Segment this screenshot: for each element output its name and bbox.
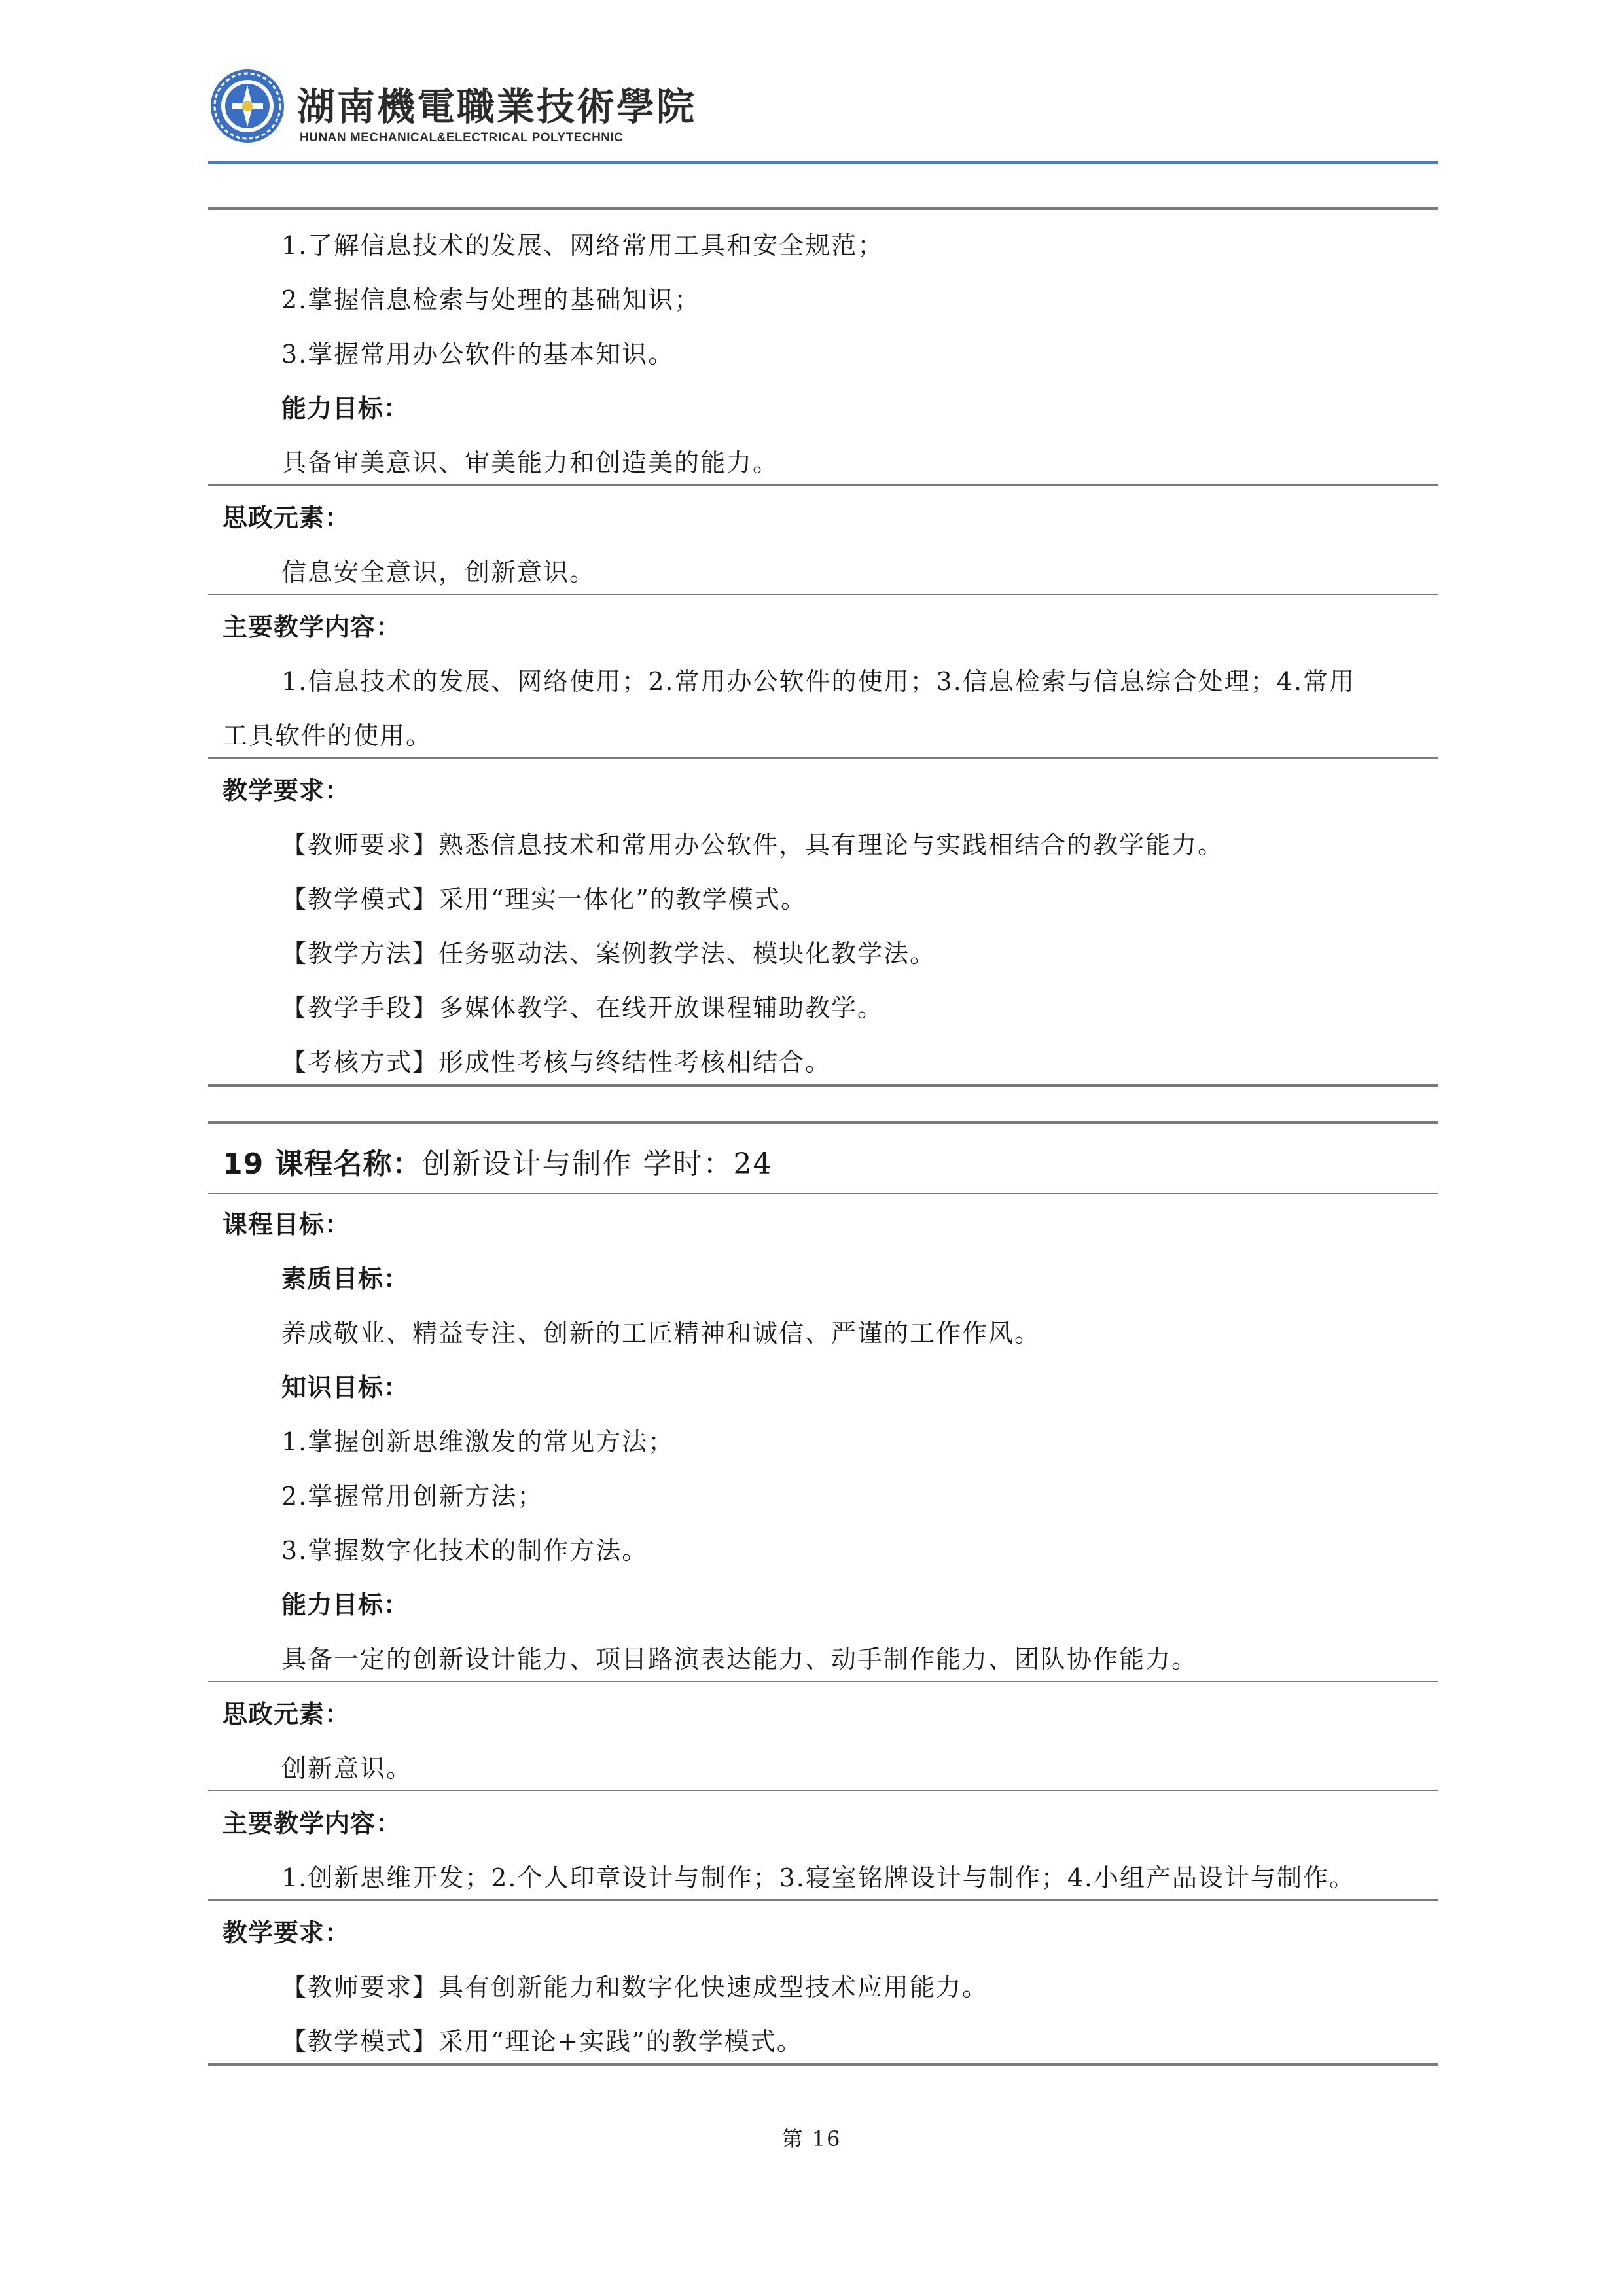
ability-text: 具备审美意识、审美能力和创造美的能力。 bbox=[281, 448, 779, 477]
course-title-prefix: 19 课程名称： bbox=[223, 1147, 422, 1181]
course-title bbox=[223, 1148, 773, 1181]
course-title-value: 创新设计与制作 学时：24 bbox=[421, 1147, 773, 1181]
page-number: 第 16 bbox=[781, 2126, 842, 2151]
knowledge-item: 3.掌握数字化技术的制作方法。 bbox=[281, 1536, 649, 1565]
ideology-text: 信息安全意识，创新意识。 bbox=[281, 558, 596, 586]
quality-text: 养成敬业、精益专注、创新的工匠精神和诚信、严谨的工作作风。 bbox=[281, 1319, 1041, 1348]
knowledge-item: 3.掌握常用办公软件的基本知识。 bbox=[281, 340, 675, 368]
knowledge-item: 1.掌握创新思维激发的常见方法； bbox=[281, 1427, 675, 1456]
school-name-cn: 湖南機電職業技術學院 bbox=[297, 84, 697, 129]
requirement-item: 【教学模式】采用“理实一体化”的教学模式。 bbox=[281, 885, 807, 914]
content-text: 1.信息技术的发展、网络使用；2.常用办公软件的使用；3.信息检索与信息综合处理；4.常用 bbox=[281, 667, 1356, 696]
ability-text: 具备一定的创新设计能力、项目路演表达能力、动手制作能力、团队协作能力。 bbox=[281, 1645, 1198, 1674]
table-bottom-border bbox=[208, 2063, 1438, 2066]
content-label: 主要教学内容： bbox=[223, 1809, 402, 1838]
content-text: 1.创新思维开发；2.个人印章设计与制作；3.寝室铭牌设计与制作；4.小组产品设计与制作。 bbox=[281, 1863, 1356, 1892]
ideology-label: 思政元素： bbox=[223, 1700, 351, 1729]
requirement-item: 【教师要求】具有创新能力和数字化快速成型技术应用能力。 bbox=[281, 1973, 989, 2001]
header-rule bbox=[208, 161, 1438, 164]
row-divider bbox=[208, 1681, 1438, 1682]
requirements-label: 教学要求： bbox=[223, 1918, 351, 1947]
requirement-item: 【教学方法】任务驱动法、案例教学法、模块化教学法。 bbox=[281, 939, 936, 968]
requirement-item: 【教学手段】多媒体教学、在线开放课程辅助教学。 bbox=[281, 994, 884, 1022]
requirement-item: 【考核方式】形成性考核与终结性考核相结合。 bbox=[281, 1048, 832, 1077]
ideology-label: 思政元素： bbox=[223, 503, 351, 532]
objectives-label: 课程目标： bbox=[223, 1210, 351, 1239]
content-label: 主要教学内容： bbox=[223, 613, 402, 641]
quality-label: 素质目标： bbox=[281, 1265, 410, 1293]
school-name-en: HUNAN MECHANICAL&ELECTRICAL POLYTECHNIC bbox=[300, 131, 624, 145]
ideology-text: 创新意识。 bbox=[281, 1754, 413, 1783]
knowledge-label: 知识目标： bbox=[281, 1373, 410, 1402]
content-text: 工具软件的使用。 bbox=[223, 721, 433, 750]
row-divider bbox=[208, 1790, 1438, 1791]
requirement-item: 【教学模式】采用“理论+实践”的教学模式。 bbox=[281, 2027, 803, 2056]
requirements-label: 教学要求： bbox=[223, 776, 351, 805]
table-top-border bbox=[208, 207, 1438, 210]
requirement-item: 【教师要求】熟悉信息技术和常用办公软件，具有理论与实践相结合的教学能力。 bbox=[281, 831, 1224, 859]
row-divider bbox=[208, 1193, 1438, 1194]
row-divider bbox=[208, 1899, 1438, 1901]
row-divider bbox=[208, 484, 1438, 486]
knowledge-item: 1.了解信息技术的发展、网络常用工具和安全规范； bbox=[281, 231, 884, 260]
ability-label: 能力目标： bbox=[281, 1590, 410, 1619]
page-header bbox=[208, 63, 1438, 168]
knowledge-item: 2.掌握常用创新方法； bbox=[281, 1482, 544, 1511]
knowledge-item: 2.掌握信息检索与处理的基础知识； bbox=[281, 285, 701, 314]
school-emblem-icon bbox=[208, 67, 287, 145]
table-bottom-border bbox=[208, 1084, 1438, 1087]
row-divider bbox=[208, 594, 1438, 595]
ability-label: 能力目标： bbox=[281, 394, 410, 423]
row-divider bbox=[208, 757, 1438, 759]
table-top-border bbox=[208, 1121, 1438, 1124]
